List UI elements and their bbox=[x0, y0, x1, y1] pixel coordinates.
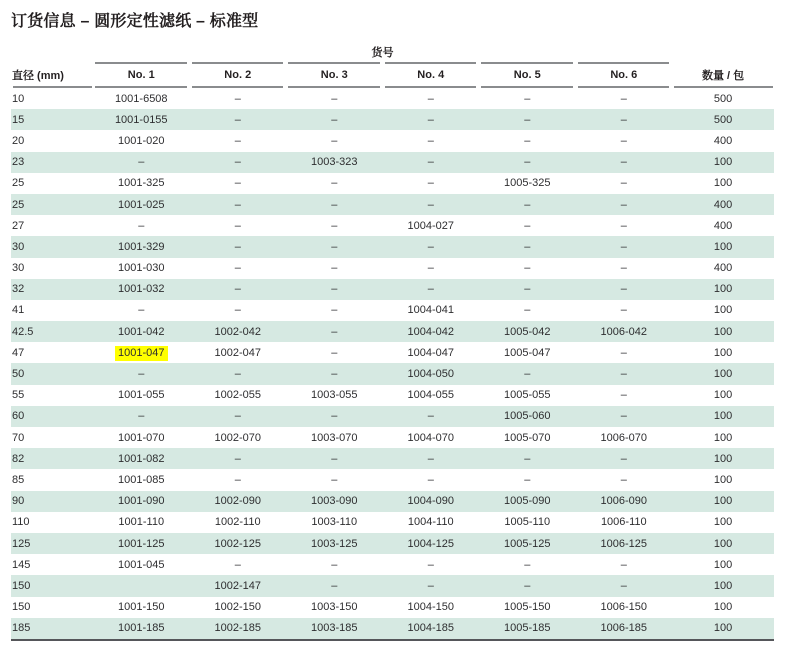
catalog-number-cell: 1004-110 bbox=[407, 516, 454, 529]
catalog-number-cell: – bbox=[234, 262, 241, 275]
diameter-cell: 32 bbox=[11, 279, 93, 300]
qty-per-pack-cell: 100 bbox=[672, 363, 774, 384]
column-header-no4: No. 4 bbox=[383, 62, 480, 88]
catalog-number-cell: 1005-060 bbox=[479, 406, 576, 427]
catalog-number-cell: 1001-070 bbox=[118, 431, 165, 444]
catalog-number-cell: 1005-055 bbox=[504, 389, 551, 402]
catalog-number-cell: – bbox=[331, 558, 338, 571]
catalog-number-cell: 1002-150 bbox=[214, 601, 261, 614]
qty-per-pack-cell: 100 bbox=[672, 448, 774, 469]
catalog-number-cell: 1004-090 bbox=[383, 491, 480, 512]
diameter-cell: 110 bbox=[12, 516, 30, 529]
catalog-number-cell: – bbox=[286, 109, 383, 130]
catalog-number-cell: 1005-110 bbox=[504, 516, 551, 529]
qty-per-pack-cell: 100 bbox=[713, 473, 733, 486]
catalog-number-cell: – bbox=[427, 177, 434, 190]
table-row bbox=[11, 258, 774, 279]
catalog-number-cell: – bbox=[286, 448, 383, 469]
catalog-number-cell: 1003-070 bbox=[311, 431, 358, 444]
catalog-number-cell: – bbox=[383, 194, 480, 215]
diameter-cell: 27 bbox=[12, 219, 25, 232]
catalog-number-cell: – bbox=[427, 262, 434, 275]
catalog-number-cell: – bbox=[383, 152, 480, 173]
catalog-number-cell: 1003-055 bbox=[311, 389, 358, 402]
catalog-number-cell: – bbox=[331, 219, 338, 232]
page-title: 订货信息 – 圆形定性滤纸 – 标准型 bbox=[11, 13, 259, 30]
catalog-number-cell: – bbox=[427, 134, 434, 147]
catalog-number-cell: – bbox=[427, 558, 434, 571]
catalog-number-cell: – bbox=[190, 363, 287, 384]
catalog-number-cell: – bbox=[331, 134, 338, 147]
catalog-number-cell: – bbox=[620, 134, 627, 147]
table-row bbox=[11, 173, 774, 194]
diameter-cell: 70 bbox=[12, 431, 25, 444]
catalog-number-cell: – bbox=[524, 262, 531, 275]
catalog-number-cell bbox=[93, 342, 190, 363]
table-row bbox=[11, 385, 774, 406]
ordering-info-table bbox=[11, 42, 774, 641]
catalog-number-cell: 1001-042 bbox=[93, 321, 190, 342]
table-row bbox=[11, 130, 774, 151]
catalog-number-cell: – bbox=[190, 152, 287, 173]
qty-per-pack-cell: 100 bbox=[713, 558, 733, 571]
catalog-number-cell: – bbox=[620, 177, 627, 190]
qty-per-pack-cell: 400 bbox=[713, 134, 733, 147]
catalog-number-cell: – bbox=[620, 346, 627, 359]
catalog-number-cell: – bbox=[190, 448, 287, 469]
catalog-number-cell: – bbox=[331, 304, 338, 317]
catalog-number-cell: 1001-025 bbox=[93, 194, 190, 215]
catalog-number-cell: 1001-055 bbox=[118, 389, 165, 402]
qty-per-pack-cell: 500 bbox=[672, 109, 774, 130]
catalog-number-cell: – bbox=[286, 321, 383, 342]
diameter-cell: 42.5 bbox=[11, 321, 93, 342]
table-row bbox=[11, 342, 774, 363]
catalog-number-cell: 1006-150 bbox=[600, 601, 648, 614]
catalog-number-cell: 1001-030 bbox=[118, 262, 165, 275]
catalog-number-cell: – bbox=[479, 152, 576, 173]
diameter-cell: 25 bbox=[11, 194, 93, 215]
catalog-number-cell: 1004-042 bbox=[383, 321, 480, 342]
column-header-no6: No. 6 bbox=[576, 62, 673, 88]
catalog-number-cell: 1005-125 bbox=[479, 533, 576, 554]
catalog-number-cell: – bbox=[620, 304, 627, 317]
qty-per-pack-cell: 100 bbox=[713, 516, 733, 529]
table-row bbox=[11, 363, 774, 384]
column-header-diameter: 直径 (mm) bbox=[11, 62, 93, 88]
catalog-number-cell: 1004-047 bbox=[407, 346, 454, 359]
catalog-number-cell: 1005-325 bbox=[504, 177, 551, 190]
catalog-number-cell: – bbox=[331, 92, 338, 105]
catalog-number-cell: 1002-090 bbox=[190, 491, 287, 512]
diameter-cell: 30 bbox=[11, 236, 93, 257]
catalog-number-cell: 1006-090 bbox=[576, 491, 673, 512]
table-row bbox=[11, 152, 774, 173]
catalog-number-cell: – bbox=[93, 363, 190, 384]
catalog-number-cell: – bbox=[383, 236, 480, 257]
catalog-number-cell: – bbox=[234, 219, 241, 232]
catalog-number-cell: 1001-082 bbox=[93, 448, 190, 469]
catalog-number-cell: 1001-032 bbox=[93, 279, 190, 300]
catalog-number-cell: – bbox=[286, 194, 383, 215]
diameter-cell: 150 bbox=[11, 575, 93, 596]
column-header-qty-per-pack: 数量 / 包 bbox=[672, 62, 774, 88]
catalog-number-cell: 1002-042 bbox=[190, 321, 287, 342]
diameter-cell: 90 bbox=[11, 491, 93, 512]
catalog-number-cell: – bbox=[427, 473, 434, 486]
catalog-number-cell: – bbox=[286, 575, 383, 596]
catalog-number-cell: – bbox=[620, 473, 627, 486]
catalog-number-cell: 1005-150 bbox=[504, 601, 551, 614]
group-header-spacer-right bbox=[672, 42, 774, 62]
catalog-number-cell: – bbox=[620, 219, 627, 232]
catalog-number-cell: – bbox=[383, 448, 480, 469]
diameter-cell: 10 bbox=[12, 92, 25, 105]
catalog-number-cell: 1004-055 bbox=[407, 389, 454, 402]
catalog-number-cell: – bbox=[234, 558, 241, 571]
catalog-number-cell: 1004-125 bbox=[383, 533, 480, 554]
catalog-number-cell: – bbox=[190, 236, 287, 257]
table-row bbox=[11, 215, 774, 236]
catalog-number-cell: – bbox=[479, 575, 576, 596]
catalog-number-cell: 1003-110 bbox=[311, 516, 358, 529]
table-row bbox=[11, 491, 774, 512]
catalog-number-cell: 1004-185 bbox=[383, 618, 480, 640]
catalog-number-cell: – bbox=[524, 473, 531, 486]
catalog-number-cell: – bbox=[576, 109, 673, 130]
catalog-number-group-header: 货号 bbox=[371, 47, 394, 59]
qty-per-pack-cell: 400 bbox=[672, 194, 774, 215]
diameter-cell: 20 bbox=[12, 134, 25, 147]
catalog-number-cell: 1002-047 bbox=[214, 346, 261, 359]
catalog-number-cell: 1001-325 bbox=[118, 177, 165, 190]
catalog-number-cell: 1002-125 bbox=[190, 533, 287, 554]
catalog-number-cell: – bbox=[576, 236, 673, 257]
diameter-cell: 125 bbox=[11, 533, 93, 554]
catalog-number-cell: – bbox=[427, 92, 434, 105]
catalog-number-cell: – bbox=[331, 262, 338, 275]
catalog-number-cell: – bbox=[479, 194, 576, 215]
table-row bbox=[11, 575, 774, 596]
catalog-number-cell: – bbox=[576, 279, 673, 300]
catalog-number-cell: 1006-042 bbox=[576, 321, 673, 342]
catalog-number-cell: 1006-125 bbox=[576, 533, 673, 554]
catalog-number-cell: – bbox=[383, 575, 480, 596]
catalog-number-cell: 1005-042 bbox=[479, 321, 576, 342]
diameter-cell: 150 bbox=[12, 601, 31, 614]
catalog-number-cell: 1005-185 bbox=[479, 618, 576, 640]
qty-per-pack-cell: 100 bbox=[713, 177, 733, 190]
catalog-number-cell: 1002-070 bbox=[214, 431, 261, 444]
highlighted-catalog-number: 1001-047 bbox=[115, 346, 168, 361]
catalog-number-cell: – bbox=[620, 558, 627, 571]
catalog-number-cell: 1005-070 bbox=[504, 431, 551, 444]
table-row bbox=[11, 109, 774, 130]
catalog-number-cell: 1001-090 bbox=[93, 491, 190, 512]
catalog-number-cell: 1003-090 bbox=[286, 491, 383, 512]
group-header-spacer-left bbox=[11, 42, 93, 62]
table-row bbox=[11, 512, 774, 533]
catalog-number-cell: – bbox=[234, 304, 241, 317]
table-row bbox=[11, 406, 774, 427]
catalog-number-cell: 1003-323 bbox=[286, 152, 383, 173]
catalog-number-cell: – bbox=[576, 448, 673, 469]
catalog-number-cell: 1002-185 bbox=[190, 618, 287, 640]
qty-per-pack-cell: 100 bbox=[672, 152, 774, 173]
table-row bbox=[11, 88, 774, 109]
qty-per-pack-cell: 100 bbox=[713, 601, 733, 614]
table-row bbox=[11, 448, 774, 469]
catalog-number-cell: – bbox=[383, 406, 480, 427]
catalog-number-cell: – bbox=[620, 262, 627, 275]
catalog-number-cell: – bbox=[331, 346, 338, 359]
table-row bbox=[11, 427, 774, 448]
qty-per-pack-cell: 100 bbox=[672, 533, 774, 554]
catalog-number-cell: – bbox=[234, 92, 241, 105]
table-row bbox=[11, 618, 774, 640]
catalog-number-cell: – bbox=[620, 92, 627, 105]
qty-per-pack-cell: 100 bbox=[672, 406, 774, 427]
catalog-number-cell: – bbox=[234, 473, 241, 486]
diameter-cell: 55 bbox=[12, 389, 25, 402]
diameter-cell: 145 bbox=[12, 558, 31, 571]
catalog-number-cell: – bbox=[286, 406, 383, 427]
catalog-number-cell: – bbox=[331, 473, 338, 486]
catalog-number-cell: – bbox=[286, 363, 383, 384]
column-header-no1: No. 1 bbox=[93, 62, 190, 88]
catalog-number-cell: – bbox=[576, 575, 673, 596]
catalog-number-cell: – bbox=[479, 448, 576, 469]
catalog-number-cell: – bbox=[479, 236, 576, 257]
catalog-number-cell: 1001-020 bbox=[118, 134, 165, 147]
catalog-number-cell: 1006-185 bbox=[576, 618, 673, 640]
catalog-number-cell: – bbox=[620, 389, 627, 402]
table-row bbox=[11, 469, 774, 490]
diameter-cell: 41 bbox=[12, 304, 25, 317]
catalog-number-cell: – bbox=[524, 304, 531, 317]
qty-per-pack-cell: 100 bbox=[713, 431, 733, 444]
catalog-number-cell: 1002-110 bbox=[214, 516, 261, 529]
catalog-number-cell: – bbox=[524, 92, 531, 105]
column-header-no3: No. 3 bbox=[286, 62, 383, 88]
catalog-number-cell: 1004-050 bbox=[383, 363, 480, 384]
catalog-number-cell: 1002-147 bbox=[190, 575, 287, 596]
qty-per-pack-cell: 100 bbox=[672, 618, 774, 640]
diameter-cell: 60 bbox=[11, 406, 93, 427]
catalog-number-cell: – bbox=[286, 236, 383, 257]
catalog-number-cell: – bbox=[234, 134, 241, 147]
catalog-number-cell: – bbox=[93, 152, 190, 173]
catalog-number-cell: 1001-185 bbox=[93, 618, 190, 640]
catalog-number-cell: – bbox=[576, 363, 673, 384]
table-row bbox=[11, 597, 774, 618]
diameter-cell: 15 bbox=[11, 109, 93, 130]
catalog-number-cell: – bbox=[93, 406, 190, 427]
catalog-number-cell: – bbox=[576, 406, 673, 427]
table-row bbox=[11, 194, 774, 215]
group-header-row bbox=[11, 42, 774, 62]
qty-per-pack-cell: 100 bbox=[672, 575, 774, 596]
catalog-number-cell: – bbox=[190, 194, 287, 215]
catalog-number-cell: 1004-150 bbox=[407, 601, 454, 614]
catalog-number-cell: 1001-045 bbox=[118, 558, 165, 571]
qty-per-pack-cell: 400 bbox=[713, 262, 733, 275]
catalog-number-cell: 1003-150 bbox=[311, 601, 358, 614]
catalog-number-cell: – bbox=[383, 279, 480, 300]
diameter-cell: 47 bbox=[12, 346, 25, 359]
diameter-cell: 185 bbox=[11, 618, 93, 640]
catalog-number-cell: – bbox=[190, 109, 287, 130]
catalog-number-cell: – bbox=[576, 194, 673, 215]
table-row bbox=[11, 236, 774, 257]
catalog-number-cell: – bbox=[524, 558, 531, 571]
catalog-number-cell bbox=[93, 575, 190, 596]
catalog-number-cell: 1005-047 bbox=[504, 346, 551, 359]
catalog-number-cell: 1001-110 bbox=[118, 516, 165, 529]
catalog-number-cell: – bbox=[524, 134, 531, 147]
table-row bbox=[11, 554, 774, 575]
catalog-number-cell: 1006-110 bbox=[600, 516, 647, 529]
qty-per-pack-cell: 100 bbox=[672, 279, 774, 300]
catalog-number-cell: 1004-027 bbox=[407, 219, 454, 232]
diameter-cell: 23 bbox=[11, 152, 93, 173]
catalog-number-cell: 1003-125 bbox=[286, 533, 383, 554]
qty-per-pack-cell: 100 bbox=[713, 389, 733, 402]
column-header-row bbox=[11, 62, 774, 88]
diameter-cell: 82 bbox=[11, 448, 93, 469]
catalog-number-cell: 1001-150 bbox=[118, 601, 165, 614]
catalog-number-cell: – bbox=[331, 177, 338, 190]
catalog-number-cell: – bbox=[190, 279, 287, 300]
qty-per-pack-cell: 400 bbox=[713, 219, 733, 232]
qty-per-pack-cell: 100 bbox=[672, 491, 774, 512]
catalog-number-cell: – bbox=[383, 109, 480, 130]
catalog-number-cell: 1001-6508 bbox=[114, 92, 168, 105]
catalog-number-cell: 1006-070 bbox=[600, 431, 648, 444]
catalog-number-cell: – bbox=[524, 219, 531, 232]
catalog-number-cell: – bbox=[286, 279, 383, 300]
qty-per-pack-cell: 100 bbox=[672, 321, 774, 342]
diameter-cell: 30 bbox=[12, 262, 25, 275]
catalog-number-cell: 1004-070 bbox=[407, 431, 454, 444]
column-header-no5: No. 5 bbox=[479, 62, 576, 88]
catalog-number-cell: 1003-185 bbox=[286, 618, 383, 640]
table-body bbox=[11, 88, 774, 640]
catalog-number-cell: 1004-041 bbox=[407, 304, 454, 317]
column-header-no2: No. 2 bbox=[190, 62, 287, 88]
catalog-number-cell: 1001-085 bbox=[118, 473, 165, 486]
table-row bbox=[11, 533, 774, 554]
qty-per-pack-cell: 100 bbox=[672, 236, 774, 257]
diameter-cell: 25 bbox=[12, 177, 25, 190]
table-row bbox=[11, 321, 774, 342]
catalog-number-cell: – bbox=[138, 219, 145, 232]
qty-per-pack-cell: 100 bbox=[713, 346, 733, 359]
catalog-number-cell: 1002-055 bbox=[214, 389, 261, 402]
catalog-number-cell: 1001-329 bbox=[93, 236, 190, 257]
catalog-number-cell: – bbox=[138, 304, 145, 317]
catalog-number-cell: 1001-0155 bbox=[93, 109, 190, 130]
catalog-number-cell: – bbox=[479, 109, 576, 130]
diameter-cell: 85 bbox=[12, 473, 25, 486]
catalog-number-cell: – bbox=[479, 279, 576, 300]
table-row bbox=[11, 279, 774, 300]
catalog-number-cell: – bbox=[190, 406, 287, 427]
catalog-number-cell: – bbox=[234, 177, 241, 190]
qty-per-pack-cell: 500 bbox=[713, 92, 733, 105]
table-row bbox=[11, 300, 774, 321]
catalog-number-cell: 1005-090 bbox=[479, 491, 576, 512]
diameter-cell: 50 bbox=[11, 363, 93, 384]
catalog-number-cell: – bbox=[479, 363, 576, 384]
qty-per-pack-cell: 100 bbox=[713, 304, 733, 317]
catalog-number-cell: 1001-125 bbox=[93, 533, 190, 554]
catalog-number-cell: – bbox=[576, 152, 673, 173]
